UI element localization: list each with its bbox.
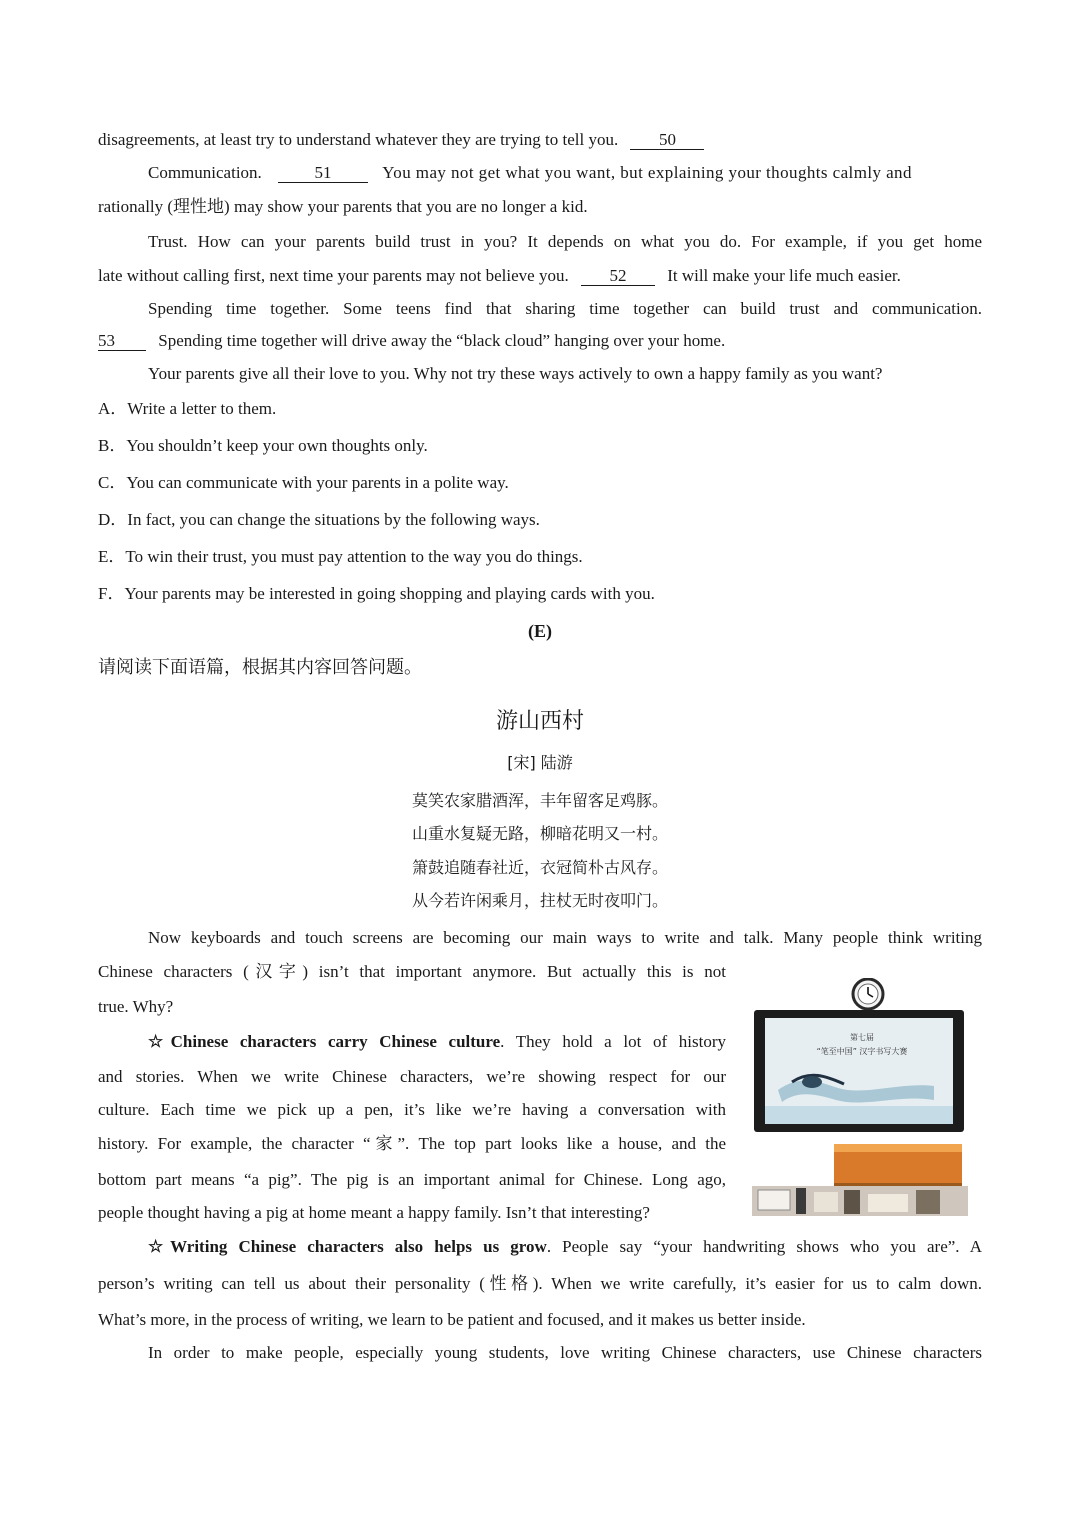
article-p1-line-2: Chinese characters (汉字) isn’t that important anymore. But actually this is not [98,962,726,981]
answer-blank-52: 52 [581,266,655,286]
article-p3-line-3: What’s more, in the process of writing, we learn to be patient and focused, and it makes us better inside. [98,1310,806,1329]
article-p2-line-6: people thought having a pig at home meant a happy family. Isn’t that interesting? [98,1203,650,1222]
option-c: C．You can communicate with your parents in a polite way. [98,473,509,492]
passage-line-7: 53 Spending time together will drive away the “black cloud” hanging over your home. [98,331,726,350]
option-e: E．To win their trust, you must pay attention to the way you do things. [98,547,583,566]
poem-line-2: 山重水复疑无路，柳暗花明又一村。 [411,824,668,843]
poem-line-1: 莫笑农家腊酒浑，丰年留客足鸡豚。 [411,791,668,810]
article-p2-line-1: ☆Chinese characters carry Chinese culture. They hold a lot of history [148,1032,726,1051]
article-p1-line-3: true. Why? [98,997,174,1016]
option-a: A．Write a letter to them. [98,399,277,418]
article-p3-line-2: person’s writing can tell us about their personality (性格). When we write carefully, it’s easier for us to calm down. [98,1274,982,1293]
bold-lead-culture: ☆Chinese characters carry Chinese culture [148,1032,501,1051]
passage-line-8: Your parents give all their love to you. Why not try these ways actively to own a happy family as you want? [148,364,883,383]
answer-blank-50: 50 [630,130,704,150]
bold-lead-grow: ☆Writing Chinese characters also helps us grow [148,1237,547,1256]
classroom-illustration [752,978,968,1216]
passage-line-4: Trust. How can your parents build trust in you? It depends on what you do. For example, if you get home [148,232,982,251]
answer-blank-53: 53 [98,331,146,351]
article-p2-line-2: and stories. When we write Chinese characters, we’re showing respect for our [98,1067,726,1086]
option-d: D．In fact, you can change the situations by the following ways. [98,510,540,529]
passage-line-2: Communication. 51 You may not get what you want, but explaining your thoughts calmly and [148,163,912,182]
passage-line-5: late without calling first, next time your parents may not believe you. 52 It will make your life much easier. [98,266,901,285]
option-f: F．Your parents may be interested in going shopping and playing cards with you. [98,584,655,603]
classroom-photo [752,978,968,1216]
passage-line-1: disagreements, at least try to understand whatever they are trying to tell you. 50 [98,129,704,151]
section-instruction: 请阅读下面语篇，根据其内容回答问题。 [98,657,422,678]
article-p2-line-3: culture. Each time we pick up a pen, it’s like we’re having a conversation with [98,1100,726,1119]
answer-blank-51: 51 [278,163,368,183]
article-p2-line-5: bottom part means “a pig”. The pig is an important animal for Chinese. Long ago, [98,1170,726,1189]
screen-text-line-1: 第七届 [850,1033,874,1042]
article-p3-line-1: ☆Writing Chinese characters also helps us grow. People say “your handwriting shows who you are”. A [148,1237,982,1256]
poem-line-3: 箫鼓追随春社近，衣冠简朴古风存。 [411,858,668,877]
poem-title: 游山西村 [495,709,584,734]
article-p4-line-1: In order to make people, especially young students, love writing Chinese characters, use Chinese characters [148,1343,982,1362]
option-b: B．You shouldn’t keep your own thoughts only. [98,436,428,455]
article-p2-line-4: history. For example, the character “家”. The top part looks like a house, and the [98,1134,726,1153]
passage-line-6: Spending time together. Some teens find that sharing time together can build trust and communication. [148,299,982,318]
poem-line-4: 从今若许闲乘月，拄杖无时夜叩门。 [411,891,668,910]
screen-text-line-2: “笔至中国” 汉字书写大赛 [816,1047,908,1056]
wall-clock-icon [853,979,883,1009]
section-heading: (E) [528,621,552,641]
article-p1-line-1: Now keyboards and touch screens are becoming our main ways to write and talk. Many people think writing [148,928,982,947]
passage-line-3: rationally (理性地) may show your parents that you are no longer a kid. [98,197,588,216]
poem-author: [宋] 陆游 [507,753,573,772]
